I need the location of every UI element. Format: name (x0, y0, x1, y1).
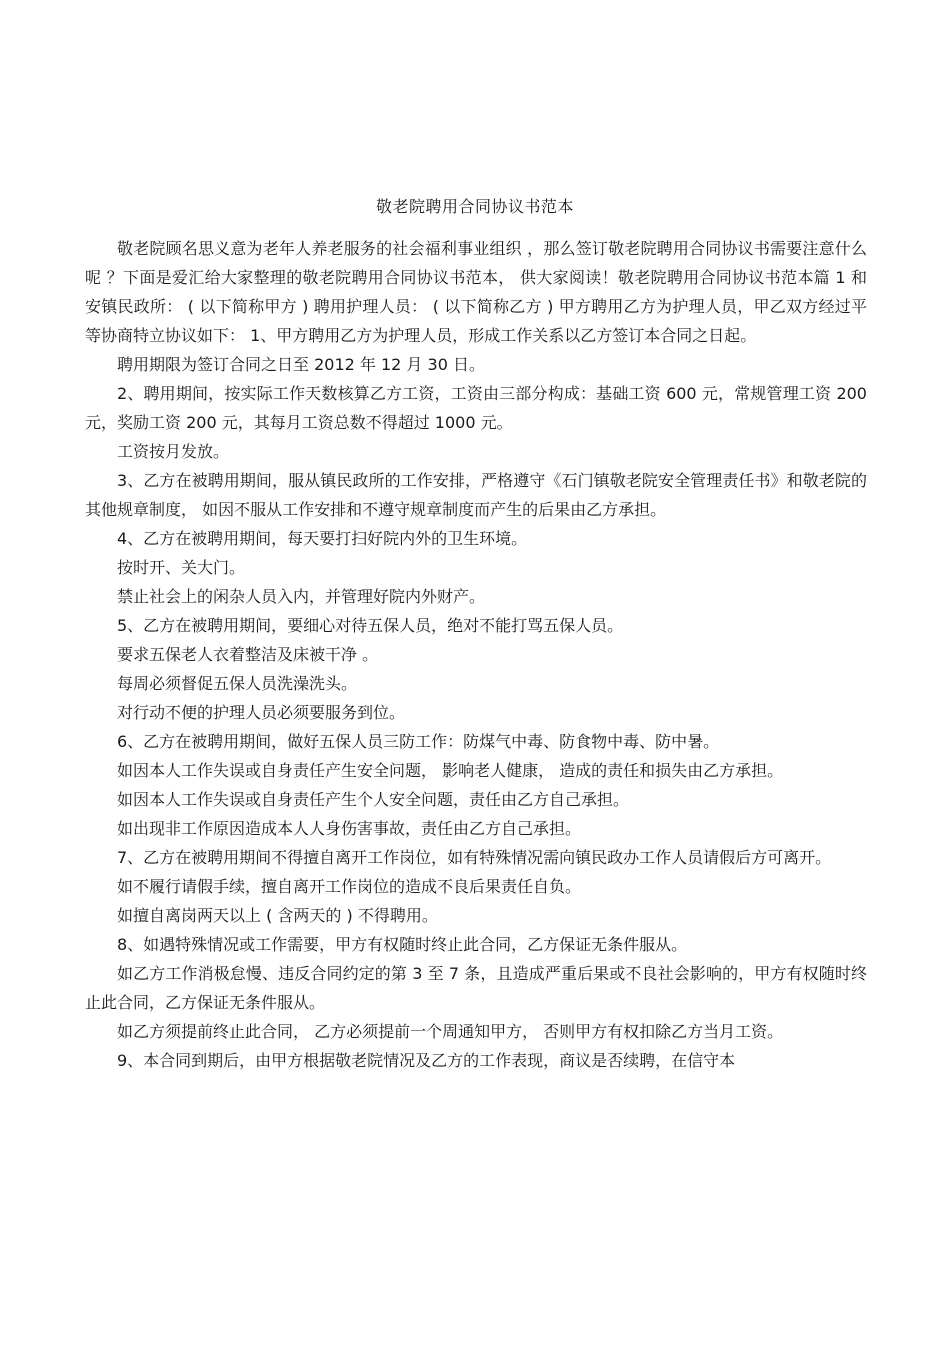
document-title: 敬老院聘用合同协议书范本 (375, 197, 574, 216)
paragraph-salary-monthly: 工资按月发放。 (117, 442, 230, 461)
paragraph-personal-safety: 如因本人工作失误或自身责任产生个人安全问题，责任由乙方自己承担。 (117, 790, 630, 809)
paragraph-clause-8: 8、如遇特殊情况或工作需要，甲方有权随时终止此合同，乙方保证无条件服从。 (117, 935, 688, 954)
paragraph-security: 禁止社会上的闲杂人员入内，并管理好院内外财产。 (117, 587, 486, 606)
paragraph-non-work-injury: 如出现非工作原因造成本人人身伤害事故，责任由乙方自己承担。 (117, 819, 582, 838)
paragraph-clause-4: 4、乙方在被聘用期间，每天要打扫好院内外的卫生环境。 (117, 529, 528, 548)
paragraph-term: 聘用期限为签订合同之日至 2012 年 12 月 30 日。 (117, 355, 485, 374)
paragraph-clause-3: 3、乙方在被聘用期间，服从镇民政所的工作安排，严格遵守《石门镇敬老院安全管理责任书》和敬老院的其他规章制度， 如因不服从工作安排和不遵守规章制度而产生的后果由乙方承担。 (85, 471, 867, 519)
paragraph-clause-5: 5、乙方在被聘用期间，要细心对待五保人员，绝对不能打骂五保人员。 (117, 616, 624, 635)
paragraph-gate: 按时开、关大门。 (117, 558, 246, 577)
paragraph-service: 对行动不便的护理人员必须要服务到位。 (117, 703, 406, 722)
paragraph-weekly-bath: 每周必须督促五保人员洗澡洗头。 (117, 674, 358, 693)
paragraph-clause-9: 9、本合同到期后，由甲方根据敬老院情况及乙方的工作表现，商议是否续聘，在信守本 (117, 1051, 736, 1070)
paragraph-safety-liability: 如因本人工作失误或自身责任产生安全问题， 影响老人健康， 造成的责任和损失由乙方承担。 (117, 761, 784, 780)
paragraph-absence: 如擅自离岗两天以上 ( 含两天的 ) 不得聘用。 (117, 906, 438, 925)
paragraph-intro: 敬老院顾名思义意为老年人养老服务的社会福利事业组织 ，那么签订敬老院聘用合同协议书需要注意什么呢 ？下面是爱汇给大家整理的敬老院聘用合同协议书范本， 供大家阅读！敬老院聘用合同协议书范本篇 1 和安镇民政所： ( 以下简称甲方 ) 聘用护理人员： ( 以下简称乙方 ) 甲方聘用乙方为护理人员，甲乙双方经过平等协商特立协议如下： 1、甲方聘用乙方为护理人员，形成工作关系以乙方签订本合同之日起。 (85, 239, 867, 345)
paragraph-leave-procedure: 如不履行请假手续，擅自离开工作岗位的造成不良后果责任自负。 (117, 877, 582, 896)
document-body (85, 234, 867, 1075)
paragraph-clause-2: 2、聘用期间，按实际工作天数核算乙方工资，工资由三部分构成：基础工资 600 元，常规管理工资 200 元，奖励工资 200 元，其每月工资总数不得超过 1000 元。 (85, 384, 867, 432)
paragraph-hygiene: 要求五保老人衣着整洁及床被干净 。 (117, 645, 379, 664)
paragraph-clause-6: 6、乙方在被聘用期间，做好五保人员三防工作：防煤气中毒、防食物中毒、防中暑。 (117, 732, 720, 751)
paragraph-early-termination: 如乙方须提前终止此合同， 乙方必须提前一个周通知甲方， 否则甲方有权扣除乙方当月工资。 (117, 1022, 784, 1041)
paragraph-termination: 如乙方工作消极怠慢、违反合同约定的第 3 至 7 条，且造成严重后果或不良社会影响的，甲方有权随时终止此合同，乙方保证无条件服从。 (85, 964, 867, 1012)
paragraph-clause-7: 7、乙方在被聘用期间不得擅自离开工作岗位，如有特殊情况需向镇民政办工作人员请假后方可离开。 (117, 848, 832, 867)
